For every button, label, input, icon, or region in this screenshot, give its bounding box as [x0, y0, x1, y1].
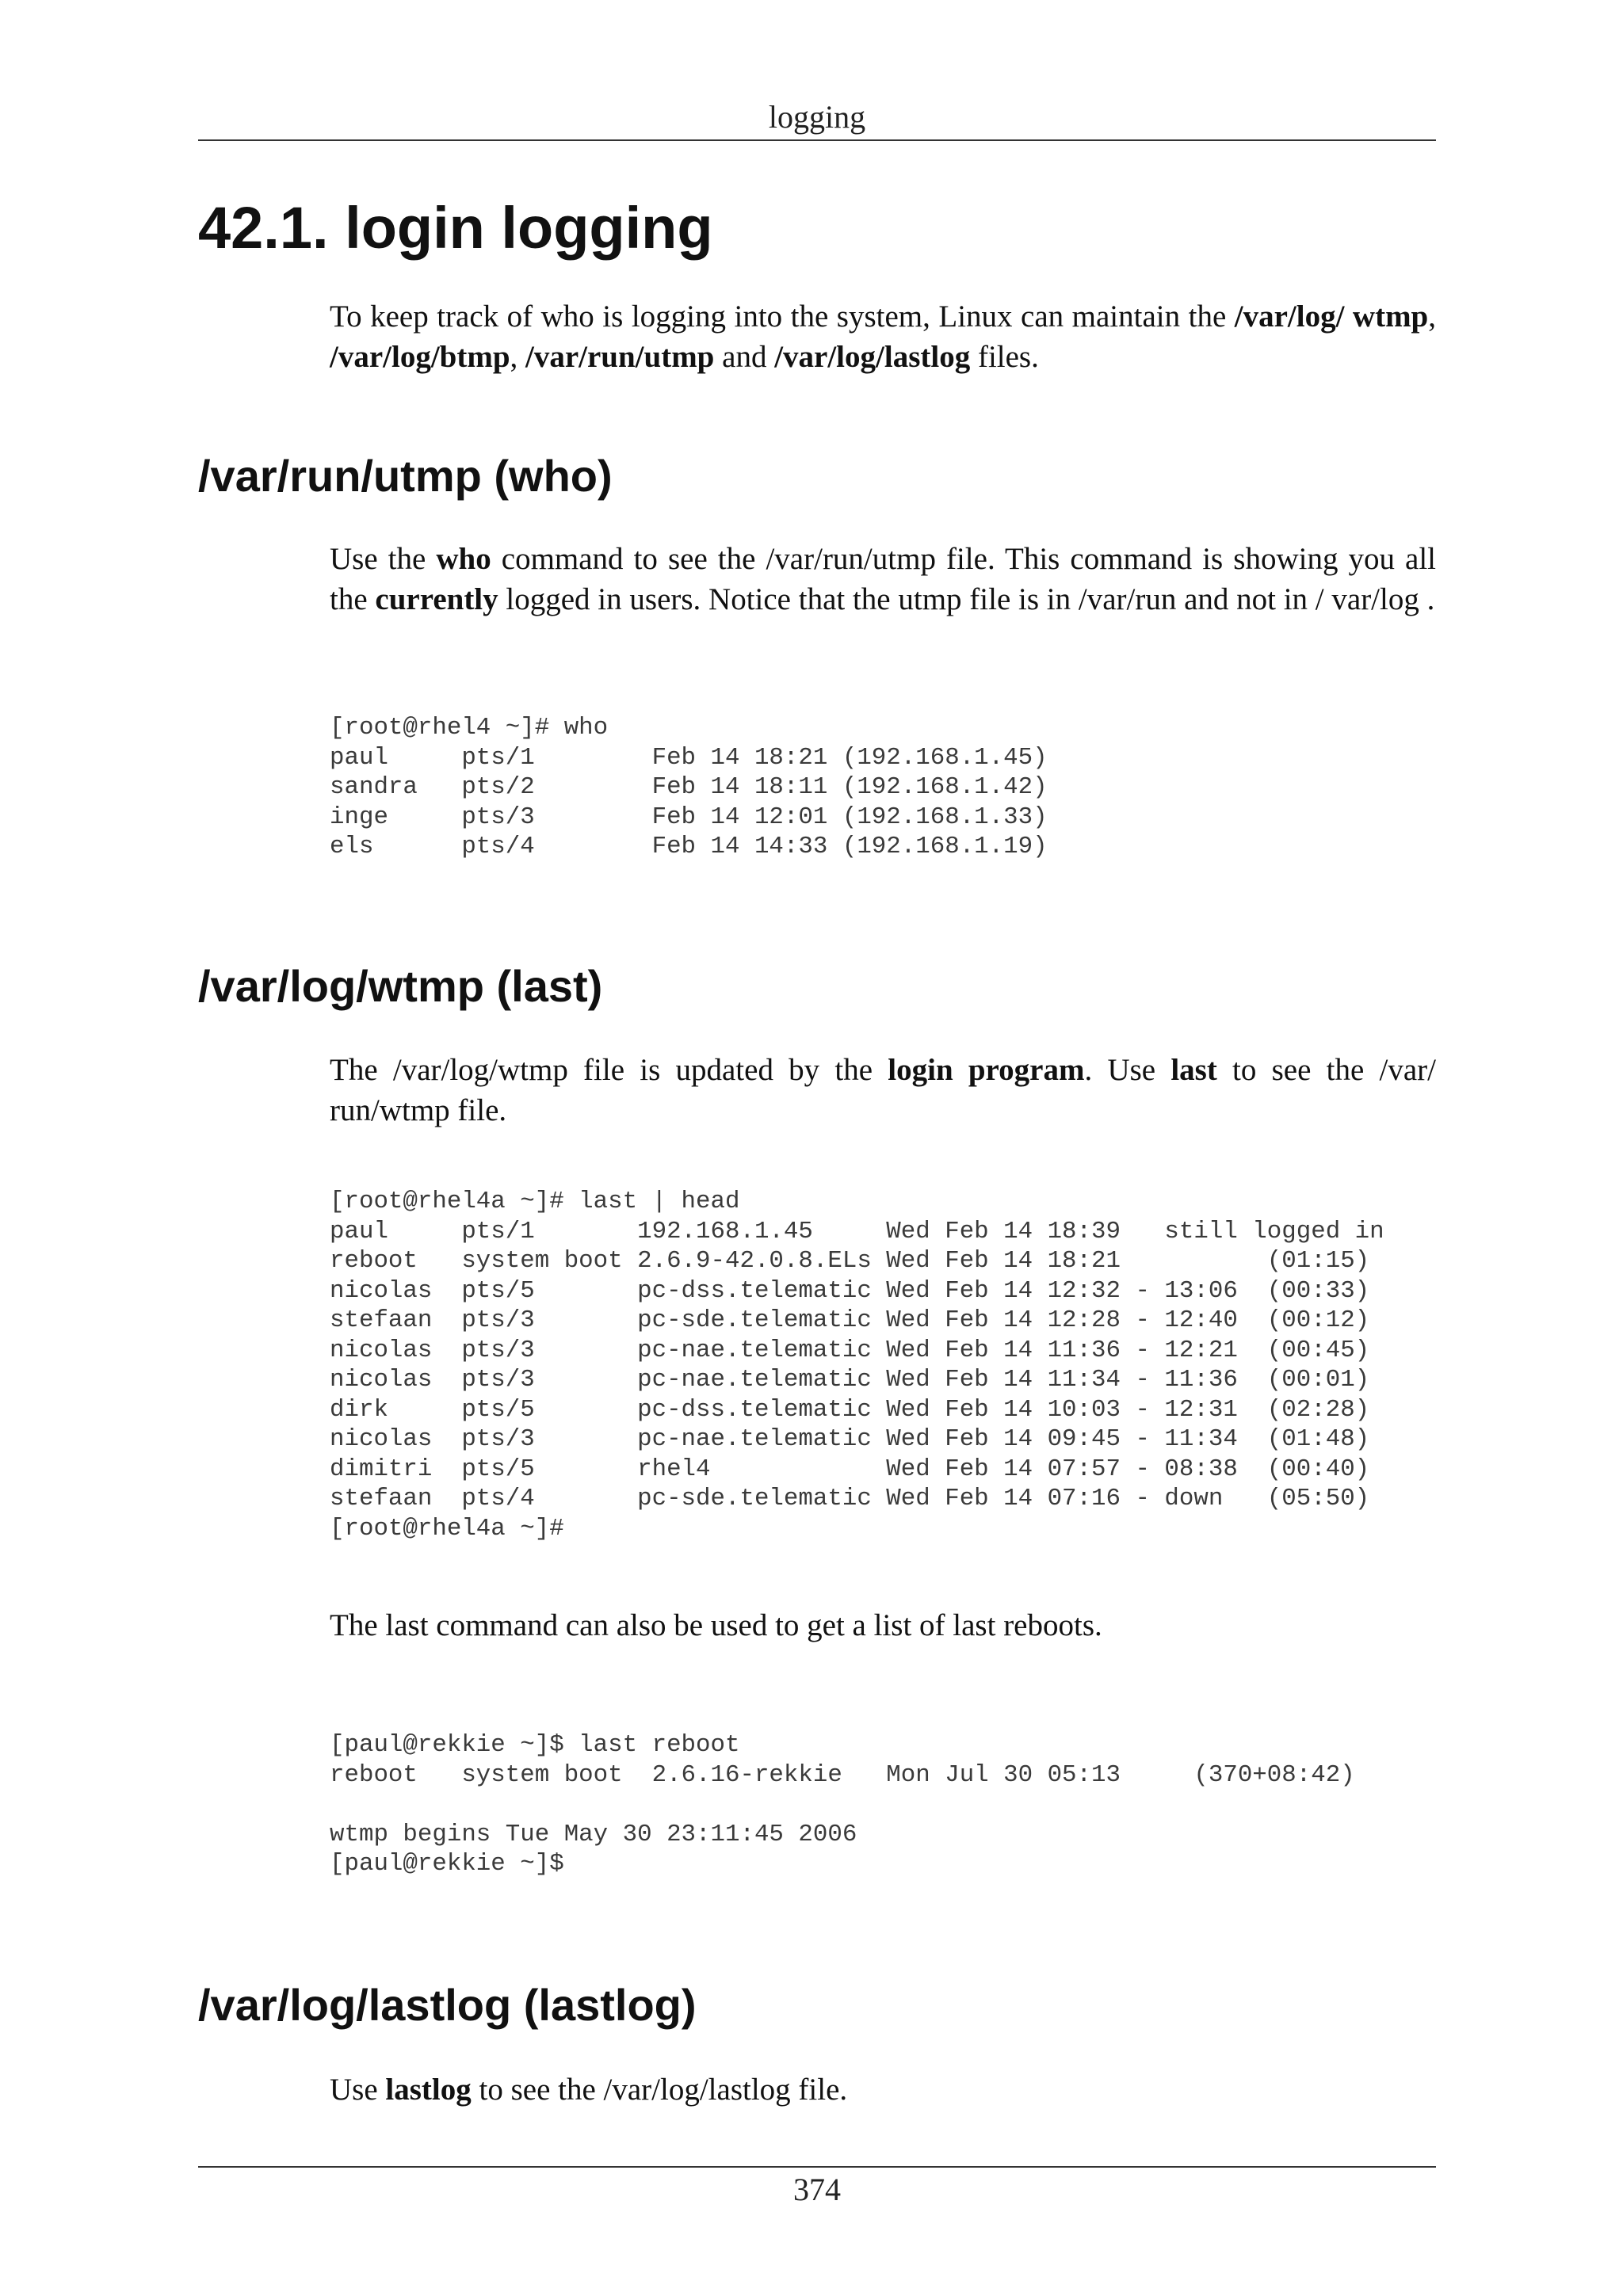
login-program-emphasis: login program	[888, 1053, 1085, 1087]
who-command: who	[436, 542, 491, 576]
last-command: last	[1170, 1053, 1217, 1087]
terminal-line: nicolas pts/3 pc-nae.telematic Wed Feb 14 11:34 - 11:36 (00:01)	[330, 1366, 1370, 1394]
terminal-line: [root@rhel4a ~]#	[330, 1514, 564, 1543]
utmp-path: /var/run/utmp	[525, 340, 715, 374]
terminal-line: nicolas pts/3 pc-nae.telematic Wed Feb 14 11:36 - 12:21 (00:45)	[330, 1336, 1370, 1364]
terminal-line: stefaan pts/4 pc-sde.telematic Wed Feb 14 07:16 - down (05:50)	[330, 1485, 1370, 1512]
terminal-line: reboot system boot 2.6.16-rekkie Mon Jul 30 05:13 (370+08:42)	[330, 1760, 1355, 1789]
lastlog-command: lastlog	[385, 2073, 472, 2107]
terminal-line: nicolas pts/3 pc-nae.telematic Wed Feb 14 09:45 - 11:34 (01:48)	[330, 1425, 1370, 1453]
terminal-line: els pts/4 Feb 14 14:33 (192.168.1.19)	[330, 833, 1048, 860]
header-rule	[198, 139, 1436, 141]
lastlog-paragraph: Use lastlog to see the /var/log/lastlog file.	[330, 2073, 848, 2107]
section-heading: 42.1. login logging	[198, 195, 713, 261]
utmp-heading: /var/run/utmp (who)	[198, 451, 613, 501]
intro-paragraph: To keep track of who is logging into the system, Linux can maintain the /var/log/ wtmp, /var/log/btmp, /var/run/utmp and /var/log/lastlog files.	[330, 299, 1436, 374]
terminal-line: [paul@rekkie ~]$ last reboot	[330, 1731, 740, 1759]
last-reboot-terminal-output	[330, 1730, 1355, 1879]
wtmp-paragraph: The /var/log/wtmp file is updated by the login program. Use last to see the /var/ run/wtmp file.	[330, 1053, 1436, 1127]
who-terminal-output	[330, 713, 1048, 862]
terminal-line: stefaan pts/3 pc-sde.telematic Wed Feb 14 12:28 - 12:40 (00:12)	[330, 1306, 1370, 1334]
terminal-line	[330, 1790, 1355, 1820]
utmp-paragraph: Use the who command to see the /var/run/utmp file. This command is showing you all the currently logged in users. Notice that the utmp file is in /var/run and not in / var/log .	[330, 542, 1436, 616]
terminal-line: dirk pts/5 pc-dss.telematic Wed Feb 14 10:03 - 12:31 (02:28)	[330, 1395, 1370, 1424]
terminal-line: paul pts/1 Feb 14 18:21 (192.168.1.45)	[330, 743, 1048, 772]
btmp-path: /var/log/btmp	[330, 340, 510, 374]
running-header: logging	[768, 99, 866, 135]
terminal-line: wtmp begins Tue May 30 23:11:45 2006	[330, 1820, 857, 1848]
currently-emphasis: currently	[375, 582, 498, 616]
lastlog-path: /var/log/lastlog	[774, 340, 971, 374]
terminal-line: [paul@rekkie ~]$	[330, 1850, 564, 1878]
terminal-line: sandra pts/2 Feb 14 18:11 (192.168.1.42)	[330, 773, 1048, 801]
lastlog-heading: /var/log/lastlog (lastlog)	[198, 1980, 697, 2030]
footer-rule	[198, 2166, 1436, 2168]
page-number: 374	[793, 2172, 841, 2207]
wtmp-heading: /var/log/wtmp (last)	[198, 961, 603, 1011]
wtmp-path: /var/log/ wtmp	[1234, 299, 1429, 334]
terminal-line: reboot system boot 2.6.9-42.0.8.ELs Wed Feb 14 18:21 (01:15)	[330, 1247, 1370, 1275]
terminal-line: [root@rhel4 ~]# who	[330, 714, 609, 742]
terminal-line: [root@rhel4a ~]# last | head	[330, 1188, 740, 1215]
last-reboot-paragraph: The last command can also be used to get a list of last reboots.	[330, 1608, 1102, 1642]
last-terminal-output	[330, 1187, 1384, 1543]
terminal-line: paul pts/1 192.168.1.45 Wed Feb 14 18:39 still logged in	[330, 1217, 1384, 1245]
terminal-line: nicolas pts/5 pc-dss.telematic Wed Feb 14 12:32 - 13:06 (00:33)	[330, 1276, 1370, 1305]
terminal-line: inge pts/3 Feb 14 12:01 (192.168.1.33)	[330, 803, 1048, 831]
terminal-line: dimitri pts/5 rhel4 Wed Feb 14 07:57 - 08:38 (00:40)	[330, 1455, 1370, 1483]
